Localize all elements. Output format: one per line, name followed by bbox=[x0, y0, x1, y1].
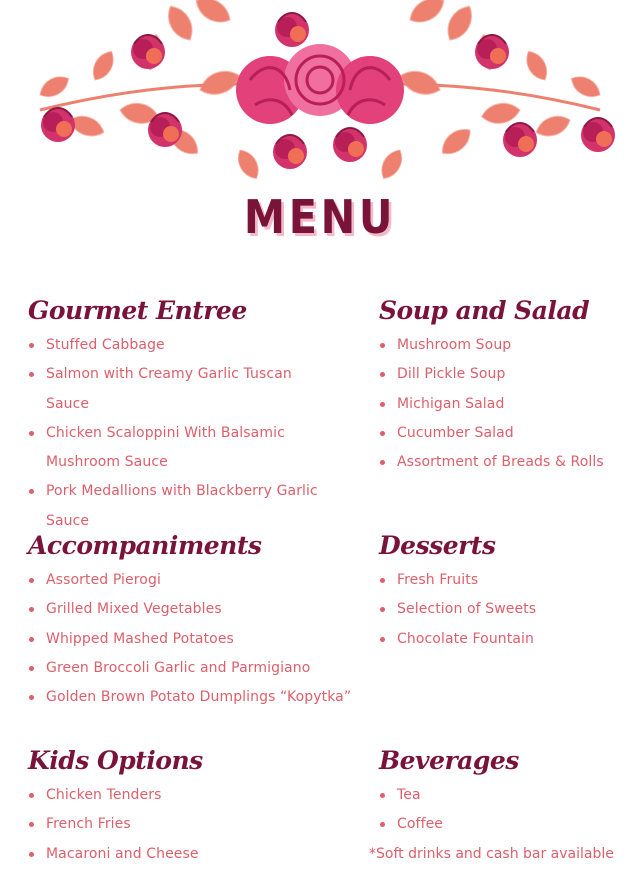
list-item: Golden Brown Potato Dumplings “Kopytka” bbox=[28, 683, 358, 712]
section-heading: Soup and Salad bbox=[379, 296, 590, 325]
list-item: Whipped Mashed Potatoes bbox=[28, 625, 358, 654]
section-heading: Desserts bbox=[379, 531, 496, 560]
floral-garland-icon bbox=[0, 0, 640, 185]
section-accompaniments bbox=[28, 531, 352, 712]
list-item: Michigan Salad bbox=[379, 390, 640, 419]
section-kids-options bbox=[28, 746, 328, 869]
list-item: Chicken Scaloppini With Balsamic Mushroom Sauce bbox=[28, 419, 291, 478]
section-desserts bbox=[379, 531, 640, 654]
section-heading: Beverages bbox=[379, 746, 519, 775]
list-item: Grilled Mixed Vegetables bbox=[28, 595, 358, 624]
menu-title: MENU bbox=[243, 190, 397, 244]
section-heading: Accompaniments bbox=[28, 531, 262, 560]
list-item: Assortment of Breads & Rolls bbox=[379, 448, 640, 477]
list-item: Mushroom Soup bbox=[379, 331, 640, 360]
list-item: Green Broccoli Garlic and Parmigiano bbox=[28, 654, 358, 683]
section-heading: Gourmet Entree bbox=[28, 296, 247, 325]
section-gourmet-entree bbox=[28, 296, 328, 536]
section-beverages bbox=[369, 746, 640, 868]
list-item: Assorted Pierogi bbox=[28, 566, 358, 595]
list-item: Coffee bbox=[379, 810, 640, 839]
list-item: Fresh Fruits bbox=[379, 566, 640, 595]
list-item: Cucumber Salad bbox=[379, 419, 640, 448]
section-soup-and-salad bbox=[379, 296, 640, 477]
list-item: French Fries bbox=[28, 810, 328, 839]
list-item: Chocolate Fountain bbox=[379, 625, 640, 654]
beverage-note: *Soft drinks and cash bar available bbox=[369, 845, 614, 862]
list-item: Macaroni and Cheese bbox=[28, 840, 328, 869]
list-item: Pork Medallions with Blackberry Garlic Sauce bbox=[28, 477, 321, 536]
list-item: Selection of Sweets bbox=[379, 595, 640, 624]
list-item: Stuffed Cabbage bbox=[28, 331, 328, 360]
list-item: Chicken Tenders bbox=[28, 781, 328, 810]
list-item: Tea bbox=[379, 781, 640, 810]
list-item: Salmon with Creamy Garlic Tuscan Sauce bbox=[28, 360, 328, 419]
section-heading: Kids Options bbox=[28, 746, 203, 775]
list-item: Dill Pickle Soup bbox=[379, 360, 640, 389]
